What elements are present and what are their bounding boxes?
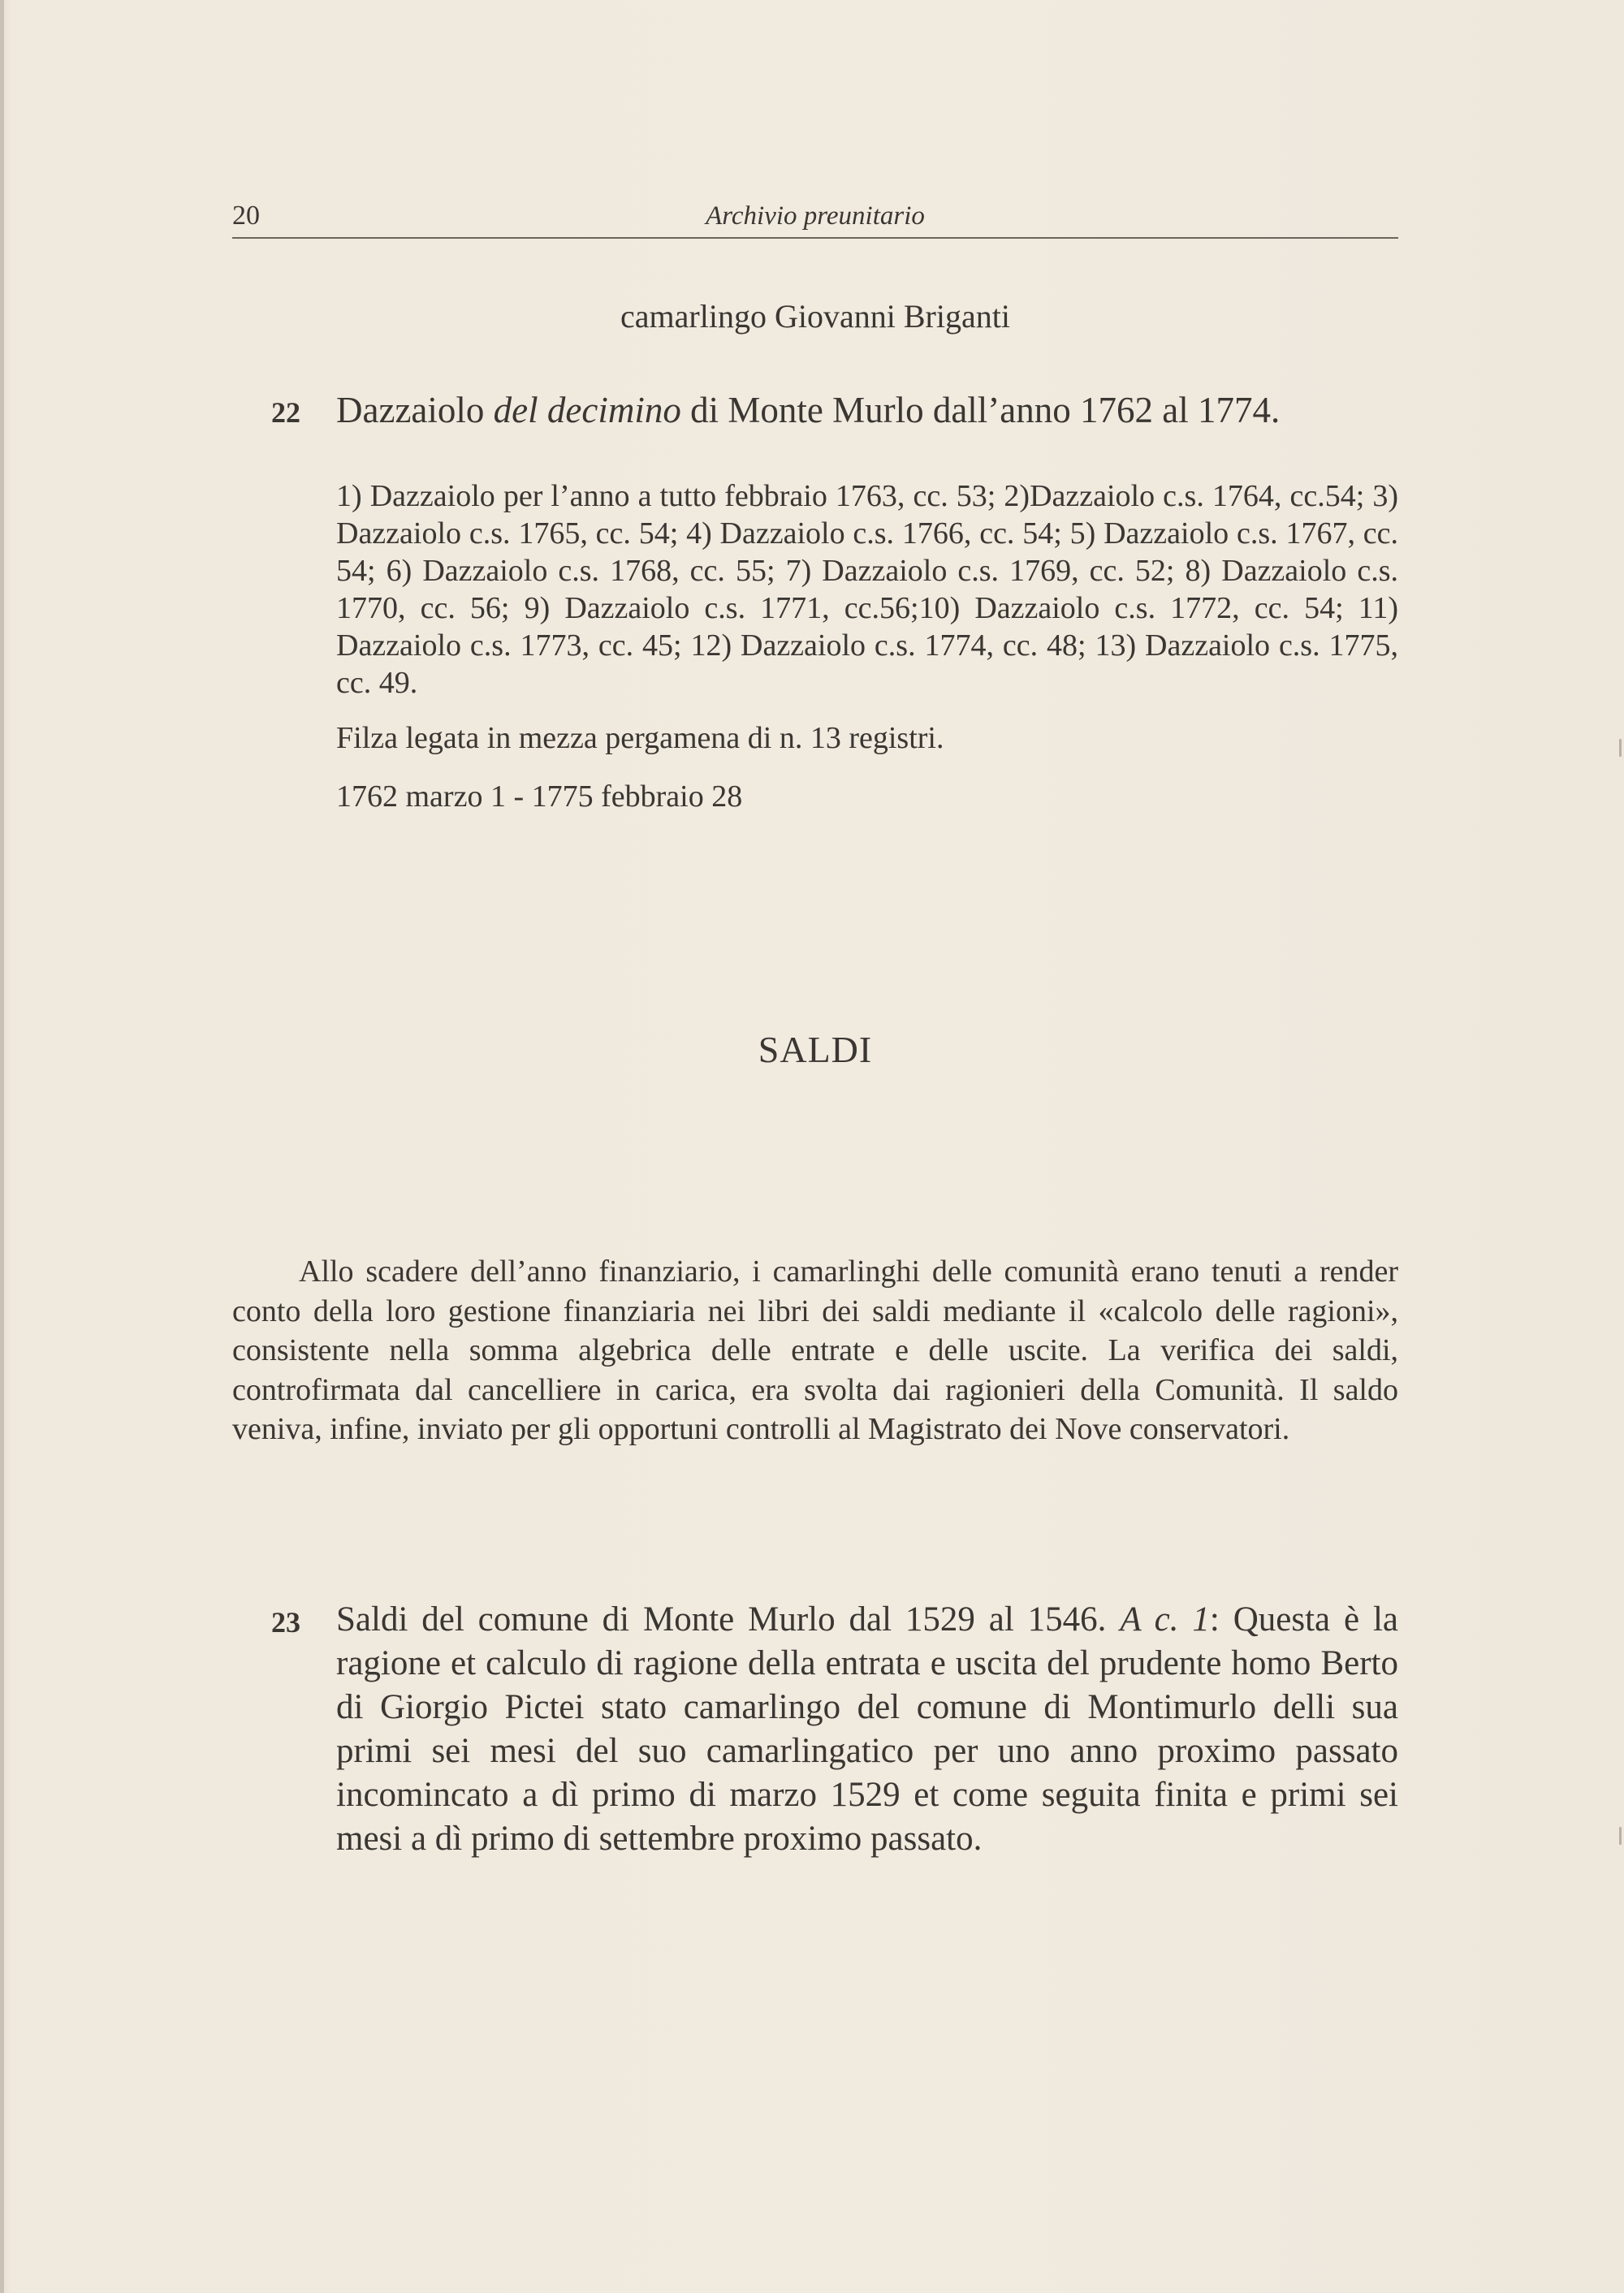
entry-23-ref: A c. 1	[1120, 1600, 1210, 1639]
margin-mark	[1619, 1827, 1622, 1845]
section-intro: Allo scadere dell’anno finanziario, i camarlinghi delle comunità erano tenuti a render conto della loro gestione finanziaria nei libri dei saldi mediante il «calcolo delle ragioni», consistente nella somma algebrica delle entrate e delle uscite. La verifica dei saldi, controfirmata dal cancelliere in carica, era svolta dai ragionieri della Comunità. Il saldo veniva, infine, inviato per gli opportuni controlli al Magistrato dei Nove conservatori.	[232, 1254, 1398, 1446]
entry-22-title-italic: del decimino	[493, 390, 681, 430]
section-heading-saldi: SALDI	[758, 1029, 873, 1070]
entry-23-body	[336, 1598, 1398, 1861]
entry-22-title-end: di Monte Murlo dall’anno 1762 al 1774.	[680, 390, 1281, 430]
entry-23-title: Saldi del comune di Monte Murlo dal 1529 al 1546.	[336, 1600, 1107, 1639]
page-spine-edge	[0, 0, 4, 2293]
entry-22-number: 22	[271, 396, 300, 429]
entry-22-title-start: Dazzaiolo	[336, 390, 494, 430]
running-head-title: Archivio preunitario	[706, 201, 925, 231]
page-number: 20	[232, 201, 260, 231]
entry-22-title	[336, 388, 1398, 432]
entry-23-text: : Questa è la ragione et calculo di ragione della entrata e uscita del prudente homo Berto di Giorgio Pictei stato camarlingo del comune di Montimurlo delli sua primi sei mesi del suo camarlingatico per uno anno proximo passato incomincato a dì primo di marzo 1529 et come seguita finita e primi sei mesi a dì primo di settembre proximo passato.	[336, 1600, 1398, 1858]
entry-22-binding: Filza legata in mezza pergamena di n. 13 registri.	[336, 721, 944, 755]
entry-22-contents: 1) Dazzaiolo per l’anno a tutto febbraio 1763, cc. 53; 2)Dazzaiolo c.s. 1764, cc.54; 3) Dazzaiolo c.s. 1765, cc. 54; 4) Dazzaiolo c.s. 1766, cc. 54; 5) Dazzaiolo c.s. 1767, cc. 54; 6) Dazzaiolo c.s. 1768, cc. 55; 7) Dazzaiolo c.s. 1769, cc. 52; 8) Dazzaiolo c.s. 1770, cc. 56; 9) Dazzaiolo c.s. 1771, cc.56;10) Dazzaiolo c.s. 1772, cc. 54; 11) Dazzaiolo c.s. 1773, cc. 45; 12) Dazzaiolo c.s. 1774, cc. 48; 13) Dazzaiolo c.s. 1775, cc. 49.	[336, 479, 1398, 700]
margin-mark	[1619, 739, 1622, 757]
entry-23-number: 23	[271, 1606, 300, 1639]
camarlingo-line: camarlingo Giovanni Briganti	[620, 298, 1010, 335]
running-head	[232, 200, 1398, 239]
entry-22-dates: 1762 marzo 1 - 1775 febbraio 28	[336, 779, 743, 814]
